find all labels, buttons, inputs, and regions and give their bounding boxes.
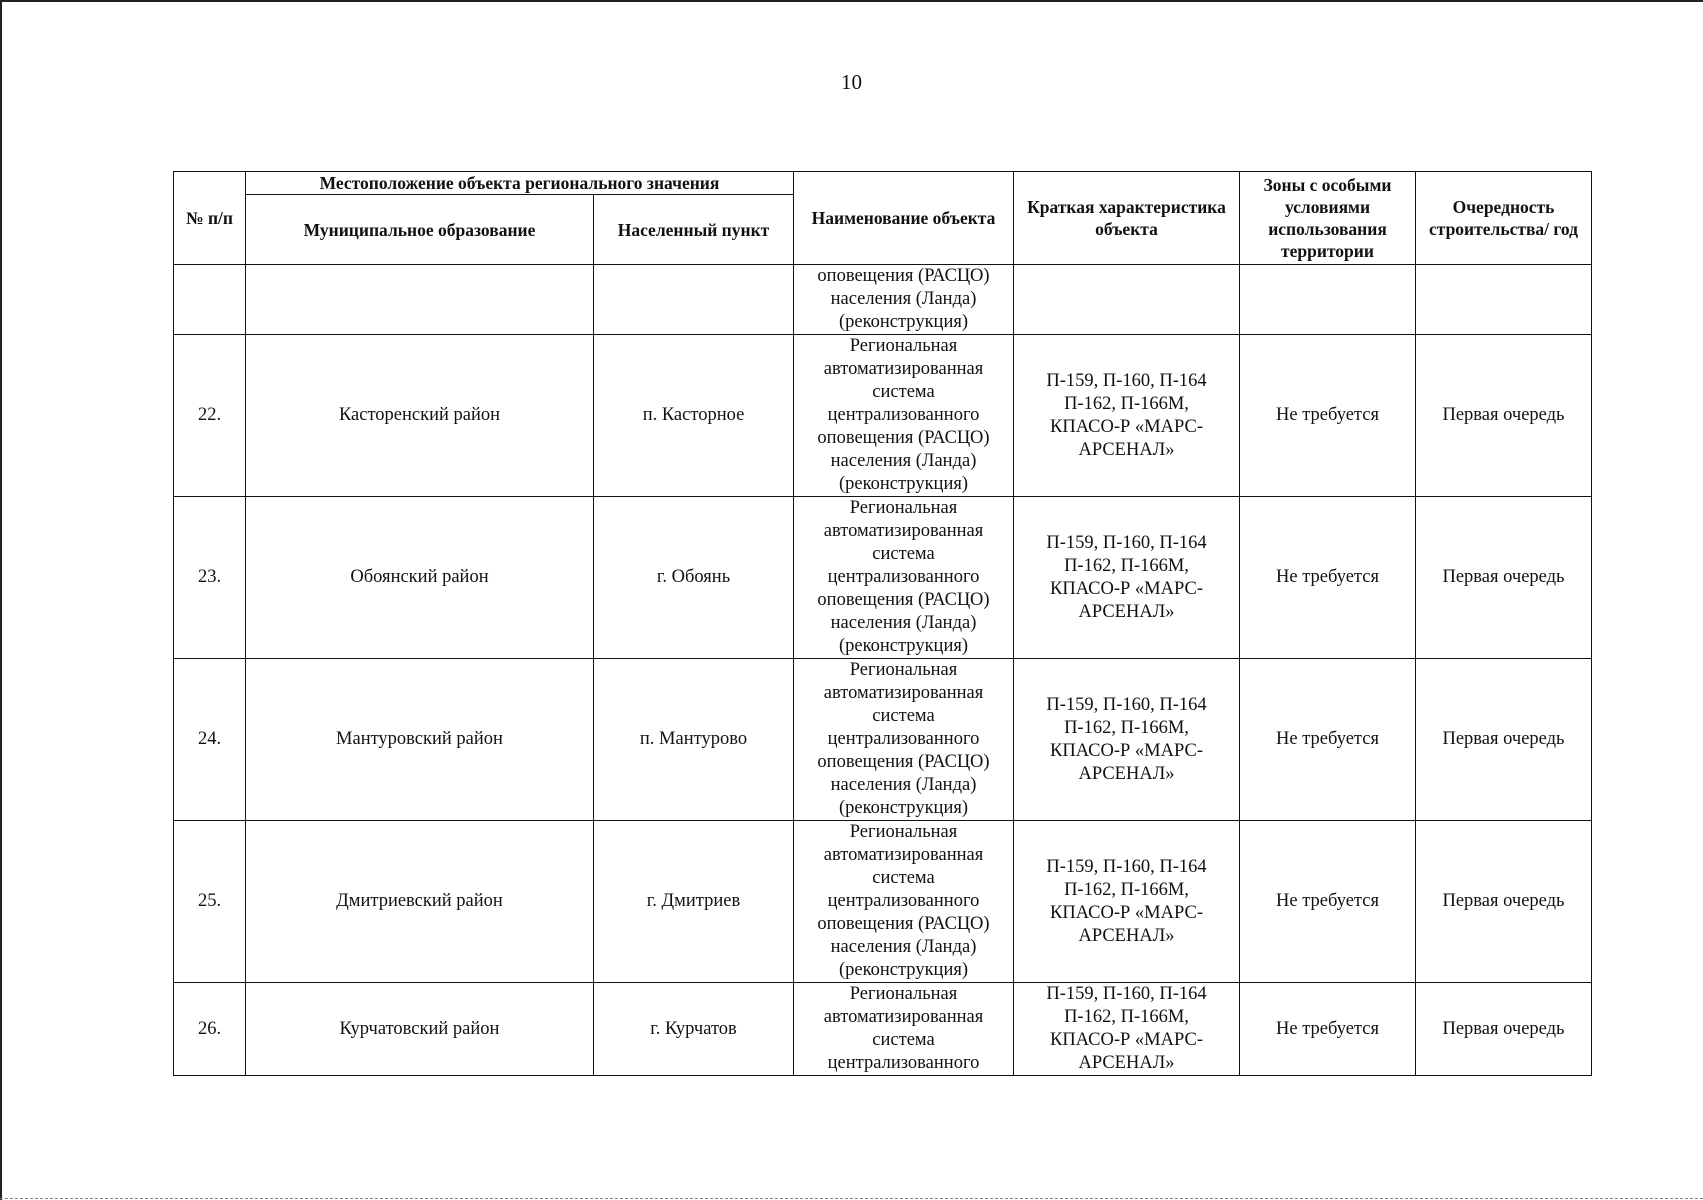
name-line: (реконструкция) bbox=[838, 312, 969, 332]
name-line: оповещения (РАСЦО) bbox=[817, 914, 990, 934]
name-line: система bbox=[872, 544, 935, 564]
table-header bbox=[174, 172, 1592, 265]
cell-order: Первая очередь bbox=[1416, 497, 1592, 659]
cell-characteristic bbox=[1014, 497, 1240, 659]
name-line: (реконструкция) bbox=[838, 474, 969, 494]
characteristic-line: АРСЕНАЛ» bbox=[1078, 601, 1175, 622]
name-line: централизованного bbox=[827, 405, 980, 425]
cell-object-name bbox=[794, 497, 1014, 659]
characteristic-line: П-159, П-160, П-164 bbox=[1046, 532, 1207, 553]
cell-num: 22. bbox=[174, 335, 246, 497]
name-line: централизованного bbox=[827, 891, 980, 911]
name-line: населения (Ланда) bbox=[830, 451, 977, 471]
name-line: Региональная bbox=[849, 822, 958, 842]
characteristic-line: АРСЕНАЛ» bbox=[1078, 763, 1175, 784]
cell-municipality bbox=[246, 265, 594, 335]
name-line: населения (Ланда) bbox=[830, 775, 977, 795]
name-line: централизованного bbox=[827, 567, 980, 587]
header-object-name: Наименование объекта bbox=[794, 172, 1014, 265]
header-characteristic: Краткая характеристика объекта bbox=[1014, 172, 1240, 265]
cell-num: 26. bbox=[174, 983, 246, 1076]
cell-object-name bbox=[794, 821, 1014, 983]
cell-order: Первая очередь bbox=[1416, 821, 1592, 983]
name-line: Региональная bbox=[849, 498, 958, 518]
header-order: Очередность строительства/ год bbox=[1416, 172, 1592, 265]
name-line: оповещения (РАСЦО) bbox=[817, 266, 990, 286]
cell-num bbox=[174, 265, 246, 335]
characteristic-line: П-159, П-160, П-164 bbox=[1046, 856, 1207, 877]
header-settlement: Населенный пункт bbox=[594, 195, 794, 265]
cell-zones: Не требуется bbox=[1240, 983, 1416, 1076]
table-row-continuation bbox=[174, 265, 1592, 335]
cell-characteristic bbox=[1014, 821, 1240, 983]
cell-num: 24. bbox=[174, 659, 246, 821]
characteristic-line: АРСЕНАЛ» bbox=[1078, 1053, 1175, 1073]
cell-zones: Не требуется bbox=[1240, 821, 1416, 983]
name-line: оповещения (РАСЦО) bbox=[817, 590, 990, 610]
objects-table bbox=[173, 171, 1592, 1076]
page-number: 10 bbox=[841, 70, 862, 94]
name-line: автоматизированная bbox=[823, 521, 984, 541]
characteristic-line: АРСЕНАЛ» bbox=[1078, 439, 1175, 460]
name-line: (реконструкция) bbox=[838, 960, 969, 980]
name-line: автоматизированная bbox=[823, 683, 984, 703]
cell-object-name bbox=[794, 335, 1014, 497]
cell-settlement bbox=[594, 265, 794, 335]
name-line: централизованного bbox=[827, 729, 980, 749]
cell-settlement: г. Курчатов bbox=[594, 983, 794, 1076]
name-line: Региональная bbox=[849, 660, 958, 680]
header-zones: Зоны с особыми условиями использования территории bbox=[1240, 172, 1416, 265]
characteristic-line: КПАСО-Р «МАРС- bbox=[1050, 1030, 1203, 1050]
cell-zones: Не требуется bbox=[1240, 497, 1416, 659]
cell-order: Первая очередь bbox=[1416, 659, 1592, 821]
name-line: автоматизированная bbox=[823, 845, 984, 865]
name-line: оповещения (РАСЦО) bbox=[817, 428, 990, 448]
characteristic-line: П-159, П-160, П-164 bbox=[1046, 694, 1207, 715]
cell-municipality: Обоянский район bbox=[246, 497, 594, 659]
name-line: автоматизированная bbox=[823, 1007, 984, 1027]
name-line: населения (Ланда) bbox=[830, 289, 977, 309]
name-line: (реконструкция) bbox=[838, 636, 969, 656]
characteristic-line: П-159, П-160, П-164 bbox=[1046, 370, 1207, 391]
name-line: система bbox=[872, 1030, 935, 1050]
header-location-group: Местоположение объекта регионального значения bbox=[246, 172, 794, 195]
page-edge-top bbox=[0, 0, 1703, 2]
cell-municipality: Мантуровский район bbox=[246, 659, 594, 821]
cell-zones bbox=[1240, 265, 1416, 335]
header-municipality: Муниципальное образование bbox=[246, 195, 594, 265]
cell-order: Первая очередь bbox=[1416, 335, 1592, 497]
characteristic-line: П-159, П-160, П-164 bbox=[1046, 984, 1207, 1004]
cell-object-name bbox=[794, 659, 1014, 821]
characteristic-line: КПАСО-Р «МАРС- bbox=[1050, 902, 1203, 923]
cell-settlement: п. Мантурово bbox=[594, 659, 794, 821]
cell-municipality: Дмитриевский район bbox=[246, 821, 594, 983]
characteristic-line: П-162, П-166М, bbox=[1064, 1007, 1189, 1027]
page-edge-left bbox=[0, 0, 2, 1200]
table-row bbox=[174, 659, 1592, 821]
table-body bbox=[174, 265, 1592, 1076]
cell-order: Первая очередь bbox=[1416, 983, 1592, 1076]
characteristic-line: П-162, П-166М, bbox=[1064, 879, 1189, 900]
name-line: централизованного bbox=[827, 1053, 980, 1073]
name-line: автоматизированная bbox=[823, 359, 984, 379]
cell-settlement: г. Обоянь bbox=[594, 497, 794, 659]
characteristic-line: КПАСО-Р «МАРС- bbox=[1050, 416, 1203, 437]
name-line: система bbox=[872, 382, 935, 402]
cell-num: 23. bbox=[174, 497, 246, 659]
table-row bbox=[174, 983, 1592, 1076]
cell-characteristic bbox=[1014, 983, 1240, 1076]
cell-object-name bbox=[794, 983, 1014, 1076]
cell-object-name bbox=[794, 265, 1014, 335]
cell-num: 25. bbox=[174, 821, 246, 983]
name-line: Региональная bbox=[849, 984, 958, 1004]
cell-municipality: Курчатовский район bbox=[246, 983, 594, 1076]
table-row bbox=[174, 821, 1592, 983]
cell-characteristic bbox=[1014, 335, 1240, 497]
header-num: № п/п bbox=[174, 172, 246, 265]
name-line: оповещения (РАСЦО) bbox=[817, 752, 990, 772]
name-line: система bbox=[872, 706, 935, 726]
name-line: Региональная bbox=[849, 336, 958, 356]
characteristic-line: П-162, П-166М, bbox=[1064, 717, 1189, 738]
characteristic-line: КПАСО-Р «МАРС- bbox=[1050, 740, 1203, 761]
characteristic-line: КПАСО-Р «МАРС- bbox=[1050, 578, 1203, 599]
characteristic-line: АРСЕНАЛ» bbox=[1078, 925, 1175, 946]
cell-settlement: г. Дмитриев bbox=[594, 821, 794, 983]
cell-municipality: Касторенский район bbox=[246, 335, 594, 497]
cell-zones: Не требуется bbox=[1240, 659, 1416, 821]
cell-zones: Не требуется bbox=[1240, 335, 1416, 497]
page-edge-bottom bbox=[0, 1198, 1703, 1199]
cell-characteristic bbox=[1014, 659, 1240, 821]
name-line: населения (Ланда) bbox=[830, 937, 977, 957]
cell-settlement: п. Касторное bbox=[594, 335, 794, 497]
name-line: система bbox=[872, 868, 935, 888]
cell-characteristic bbox=[1014, 265, 1240, 335]
cell-order bbox=[1416, 265, 1592, 335]
name-line: населения (Ланда) bbox=[830, 613, 977, 633]
characteristic-line: П-162, П-166М, bbox=[1064, 393, 1189, 414]
characteristic-line: П-162, П-166М, bbox=[1064, 555, 1189, 576]
name-line: (реконструкция) bbox=[838, 798, 969, 818]
table-row bbox=[174, 497, 1592, 659]
table-row bbox=[174, 335, 1592, 497]
